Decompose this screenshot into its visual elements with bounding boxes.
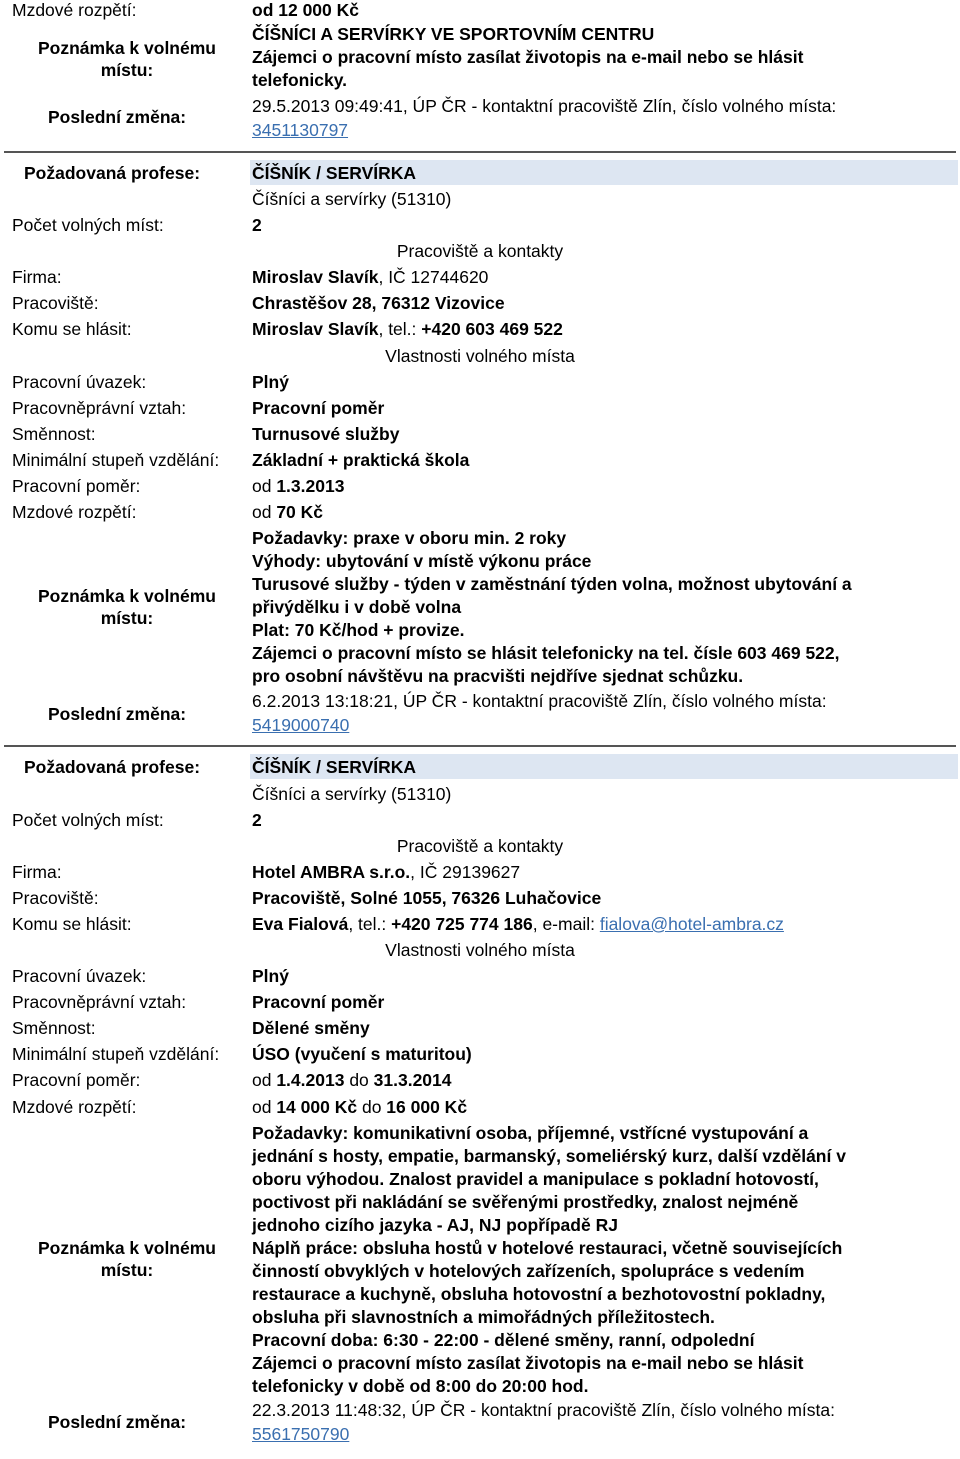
shifts-label: Směnnost: xyxy=(12,1018,96,1038)
change-text: 29.5.2013 09:49:41, ÚP ČR - kontaktní pracoviště Zlín, číslo volného místa: xyxy=(252,96,837,116)
contact-name: Eva Fialová xyxy=(252,914,349,934)
employment-date: 1.3.2013 xyxy=(276,476,345,496)
contact-value xyxy=(252,318,563,340)
section-properties-heading: Vlastnosti volného místa xyxy=(385,940,575,960)
contact-mail-prefix: , e-mail: xyxy=(532,914,600,934)
note-line: Požadavky: komunikativní osoba, příjemné, vstřícné vystupování a xyxy=(252,1123,809,1143)
profession-title: ČÍŠNÍK / SERVÍRKA xyxy=(252,757,417,777)
note-line: pro osobní návštěvu na pracvišti nejdříve sjednat schůzku. xyxy=(252,666,744,686)
note-label: Poznámka k volnému místu: xyxy=(38,586,216,628)
vacancy-number-link[interactable]: 3451130797 xyxy=(252,120,349,140)
workplace-label: Pracoviště: xyxy=(12,293,99,313)
workload-value: Plný xyxy=(252,372,289,392)
vacancies-count: 2 xyxy=(252,215,262,235)
note-line: Plat: 70 Kč/hod + provize. xyxy=(252,620,465,640)
employment-value xyxy=(252,1069,452,1091)
employment-from: 1.4.2013 xyxy=(276,1070,345,1090)
vacancies-label: Počet volných míst: xyxy=(12,215,164,235)
note-line: Zájemci o pracovní místo zasílat životopis na e-mail nebo se hlásit xyxy=(252,47,804,67)
shifts-value: Dělené směny xyxy=(252,1018,370,1038)
divider xyxy=(4,745,956,747)
vacancies-label: Počet volných míst: xyxy=(12,810,164,830)
note-line: obsluha při slavnostních a mimořádných příležitostech. xyxy=(252,1307,715,1327)
note-line: jednoho cizího jazyka - AJ, NJ popřípadě RJ xyxy=(252,1215,618,1235)
section-properties-heading: Vlastnosti volného místa xyxy=(385,346,575,366)
company-label: Firma: xyxy=(12,267,62,287)
salary-label: Mzdové rozpětí: xyxy=(12,502,137,522)
workload-value: Plný xyxy=(252,966,289,986)
company-name: Miroslav Slavík xyxy=(252,267,379,287)
note-line: přivýdělku i v době volna xyxy=(252,597,462,617)
contact-email-link[interactable]: fialova@hotel-ambra.cz xyxy=(599,914,784,934)
vacancy-number-link[interactable]: 5561750790 xyxy=(252,1424,350,1444)
employment-label: Pracovní poměr: xyxy=(12,1070,141,1090)
contact-name: Miroslav Slavík xyxy=(252,319,379,339)
change-label: Poslední změna: xyxy=(48,704,187,724)
note-line: ČÍŠNÍCI A SERVÍRKY VE SPORTOVNÍM CENTRU xyxy=(252,24,655,44)
change-label: Poslední změna: xyxy=(48,1412,187,1432)
employment-mid: do xyxy=(344,1070,374,1090)
note-line: Turusové služby - týden v zaměstnání týden volna, možnost ubytování a xyxy=(252,574,852,594)
profession-code: Číšníci a servírky (51310) xyxy=(252,784,452,804)
salary-value xyxy=(252,501,323,523)
shifts-label: Směnnost: xyxy=(12,424,96,444)
employment-prefix: od xyxy=(252,1070,277,1090)
workplace-value: Pracoviště, Solné 1055, 76326 Luhačovice xyxy=(252,888,602,908)
note-line: Zájemci o pracovní místo zasílat životopis na e-mail nebo se hlásit xyxy=(252,1353,804,1373)
workplace-label: Pracoviště: xyxy=(12,888,99,908)
relation-value: Pracovní poměr xyxy=(252,398,385,418)
contact-phone: +420 725 774 186 xyxy=(391,914,533,934)
salary-prefix: od xyxy=(252,502,277,522)
salary-amount: 70 Kč xyxy=(276,502,324,522)
profession-label: Požadovaná profese: xyxy=(24,757,201,777)
company-name: Hotel AMBRA s.r.o. xyxy=(252,862,411,882)
contact-tel-prefix: , tel.: xyxy=(378,319,422,339)
salary-from: 14 000 Kč xyxy=(276,1097,358,1117)
education-value: Základní + praktická škola xyxy=(252,450,470,470)
employment-prefix: od xyxy=(252,476,277,496)
note-line: poctivost při nakládání se svěřenými prostředky, znalost nejméně xyxy=(252,1192,799,1212)
note-line: Požadavky: praxe v oboru min. 2 roky xyxy=(252,528,567,548)
salary-label: Mzdové rozpětí: xyxy=(12,0,137,20)
profession-code: Číšníci a servírky (51310) xyxy=(252,189,452,209)
vacancies-count: 2 xyxy=(252,810,262,830)
note-line: restaurace a kuchyně, obsluha hotovostní a bezhotovostní pokladny, xyxy=(252,1284,826,1304)
note-line: telefonicky v době od 8:00 do 20:00 hod. xyxy=(252,1376,589,1396)
company-value xyxy=(252,266,488,288)
employment-to: 31.3.2014 xyxy=(373,1070,452,1090)
contact-label: Komu se hlásit: xyxy=(12,319,132,339)
contact-tel-prefix: , tel.: xyxy=(348,914,392,934)
section-contacts-heading: Pracoviště a kontakty xyxy=(396,836,564,856)
workload-label: Pracovní úvazek: xyxy=(12,372,147,392)
profession-title: ČÍŠNÍK / SERVÍRKA xyxy=(252,163,417,183)
divider xyxy=(4,151,956,153)
contact-phone: +420 603 469 522 xyxy=(421,319,563,339)
company-label: Firma: xyxy=(12,862,62,882)
salary-value xyxy=(252,1096,467,1118)
employment-value xyxy=(252,475,344,497)
workplace-value: Chrastěšov 28, 76312 Vizovice xyxy=(252,293,505,313)
relation-label: Pracovněprávní vztah: xyxy=(12,992,187,1012)
education-label: Minimální stupeň vzdělání: xyxy=(12,450,220,470)
note-line: jednání s hosty, empatie, barmanský, someliérský kurz, další vzdělání v xyxy=(252,1146,846,1166)
company-ic: , IČ 12744620 xyxy=(378,267,489,287)
relation-value: Pracovní poměr xyxy=(252,992,385,1012)
vacancy-number-link[interactable]: 5419000740 xyxy=(252,715,350,735)
note-line: Náplň práce: obsluha hostů v hotelové restauraci, včetně souvisejících xyxy=(252,1238,843,1258)
salary-mid: do xyxy=(357,1097,387,1117)
change-text: 22.3.2013 11:48:32, ÚP ČR - kontaktní pracoviště Zlín, číslo volného místa: xyxy=(252,1400,835,1420)
salary-label: Mzdové rozpětí: xyxy=(12,1097,137,1117)
education-value: ÚSO (vyučení s maturitou) xyxy=(252,1044,472,1064)
company-ic: , IČ 29139627 xyxy=(410,862,521,882)
note-line: Zájemci o pracovní místo se hlásit telefonicky na tel. čísle 603 469 522, xyxy=(252,643,840,663)
salary-value: od 12 000 Kč xyxy=(252,0,359,20)
section-contacts-heading: Pracoviště a kontakty xyxy=(396,241,564,261)
change-label: Poslední změna: xyxy=(48,107,187,127)
company-value xyxy=(252,861,520,883)
education-label: Minimální stupeň vzdělání: xyxy=(12,1044,220,1064)
salary-prefix: od xyxy=(252,1097,277,1117)
employment-label: Pracovní poměr: xyxy=(12,476,141,496)
contact-value xyxy=(252,913,784,935)
relation-label: Pracovněprávní vztah: xyxy=(12,398,187,418)
note-line: Pracovní doba: 6:30 - 22:00 - dělené směny, ranní, odpolední xyxy=(252,1330,755,1350)
salary-to: 16 000 Kč xyxy=(386,1097,468,1117)
note-line: oboru výhodou. Znalost pravidel a manipulace s pokladní hotovostí, xyxy=(252,1169,819,1189)
shifts-value: Turnusové služby xyxy=(252,424,400,444)
note-line: telefonicky. xyxy=(252,70,347,90)
note-label: Poznámka k volnému místu: xyxy=(38,38,216,80)
contact-label: Komu se hlásit: xyxy=(12,914,132,934)
profession-label: Požadovaná profese: xyxy=(24,163,201,183)
note-label: Poznámka k volnému místu: xyxy=(38,1238,216,1280)
note-line: činností obvyklých v hotelových zařízeních, spolupráce s vedením xyxy=(252,1261,805,1281)
change-text: 6.2.2013 13:18:21, ÚP ČR - kontaktní pracoviště Zlín, číslo volného místa: xyxy=(252,691,827,711)
workload-label: Pracovní úvazek: xyxy=(12,966,147,986)
note-line: Výhody: ubytování v místě výkonu práce xyxy=(252,551,592,571)
